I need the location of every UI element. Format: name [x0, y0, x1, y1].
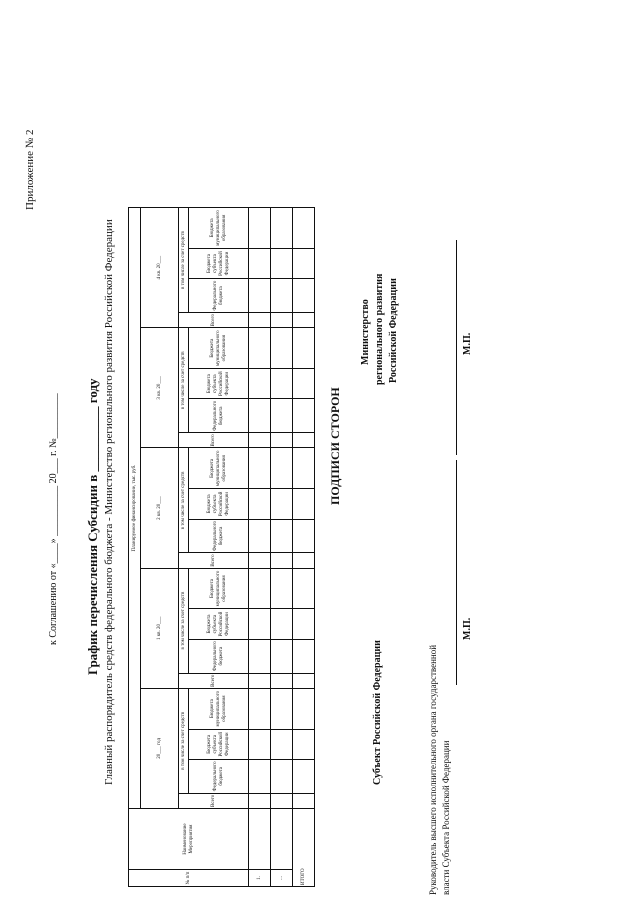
- col-name-header: Наименование Мероприятия: [129, 809, 249, 870]
- table-row-total: ИТОГО: [293, 809, 315, 887]
- right-party-2: регионального развития: [374, 273, 385, 385]
- incl-header: в том числе за счет средств: [179, 568, 189, 673]
- total-header: Всего: [179, 793, 249, 808]
- incl-header: в том числе за счет средств: [179, 328, 189, 433]
- left-role-2: власти Субъекта Российской Федерации: [441, 740, 451, 895]
- period-header-3: 3 кв. 20___: [141, 328, 179, 448]
- source-fed: Федерального бюджета: [189, 639, 249, 673]
- table-row-num: ...: [271, 870, 293, 887]
- schedule-subtitle: Главный распорядитель средств федерального бюджета - Министерство регионального развития Российской Федерации: [103, 219, 115, 785]
- planned-header: Планируемое финансирование, тыс. руб.: [129, 208, 141, 809]
- right-party-3: Российской Федерации: [388, 278, 399, 383]
- right-stamp-label: М.П.: [462, 332, 473, 355]
- source-muni: Бюджета муниципального образования: [189, 688, 249, 729]
- period-header-0: 20___ год: [141, 688, 179, 808]
- source-region: Бюджета субъекта Российской Федерации: [189, 609, 249, 639]
- signatures-heading: ПОДПИСИ СТОРОН: [328, 387, 342, 505]
- right-signature-line: [456, 240, 457, 455]
- total-header: Всего: [179, 553, 249, 568]
- left-party: Субъект Российской Федерации: [372, 640, 383, 785]
- source-fed: Федерального бюджета: [189, 759, 249, 793]
- table-row-num: 1.: [249, 870, 271, 887]
- left-signature-line: [456, 460, 457, 685]
- incl-header: в том числе за счет средств: [179, 208, 189, 313]
- total-header: Всего: [179, 673, 249, 688]
- appendix-label: Приложение № 2: [24, 129, 36, 210]
- source-region: Бюджета субъекта Российской Федерации: [189, 369, 249, 399]
- left-stamp-label: М.П.: [462, 617, 473, 640]
- period-header-1: 1 кв. 20___: [141, 568, 179, 688]
- col-num-header: № п/п: [129, 870, 249, 887]
- source-muni: Бюджета муниципального образования: [189, 448, 249, 489]
- incl-header: в том числе за счет средств: [179, 448, 189, 553]
- source-region: Бюджета субъекта Российской Федерации: [189, 248, 249, 278]
- source-fed: Федерального бюджета: [189, 519, 249, 553]
- period-header-2: 2 кв. 20___: [141, 448, 179, 568]
- incl-header: в том числе за счет средств: [179, 688, 189, 793]
- source-muni: Бюджета муниципального образования: [189, 208, 249, 249]
- right-party-1: Министерство: [360, 299, 371, 365]
- left-role-1: Руководитель высшего исполнительного органа государственной: [428, 644, 438, 895]
- period-header-4: 4 кв. 20___: [141, 208, 179, 328]
- source-fed: Федерального бюджета: [189, 399, 249, 433]
- source-muni: Бюджета муниципального образования: [189, 568, 249, 609]
- schedule-title: График перечисления Субсидии в __________ году: [85, 378, 100, 675]
- total-header: Всего: [179, 433, 249, 448]
- agreement-line: к Соглашению от «____» __________ 20___ г. №_________: [48, 393, 59, 645]
- schedule-table: [128, 207, 315, 887]
- source-region: Бюджета субъекта Российской Федерации: [189, 729, 249, 759]
- total-header: Всего: [179, 313, 249, 328]
- source-fed: Федерального бюджета: [189, 279, 249, 313]
- source-region: Бюджета субъекта Российской Федерации: [189, 489, 249, 519]
- source-muni: Бюджета муниципального образования: [189, 328, 249, 369]
